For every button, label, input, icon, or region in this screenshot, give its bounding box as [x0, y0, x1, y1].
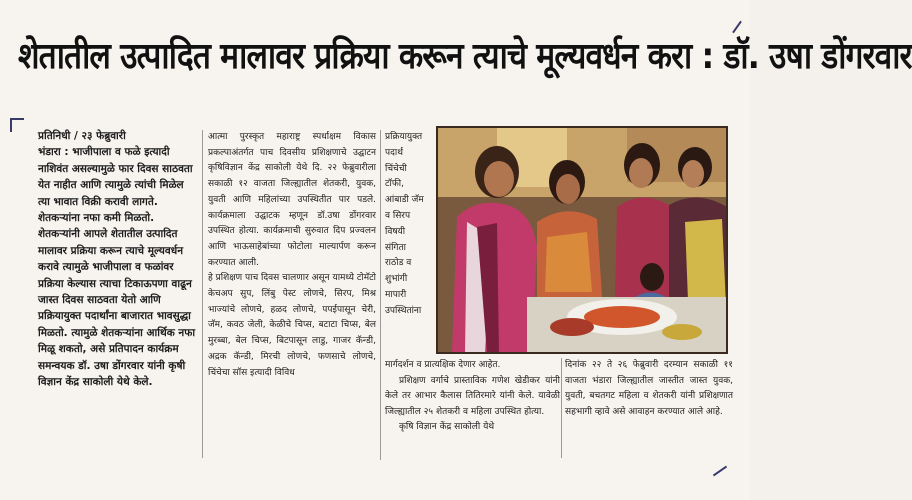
- column4-last: कृषि विज्ञान केंद्र साकोली येथे: [399, 422, 495, 433]
- column3-line: मापारी: [385, 289, 407, 300]
- corner-mark: [10, 118, 24, 120]
- byline: प्रतिनिधी / २३ फेब्रुवारी: [38, 130, 126, 142]
- article-photo: [437, 127, 727, 353]
- corner-mark: [10, 118, 12, 132]
- column4-intro: मार्गदर्शन व प्रात्यक्षिक देणार आहेत.: [385, 360, 501, 370]
- article-column-2: [208, 130, 376, 381]
- column3-line: टॉफी,: [385, 179, 404, 190]
- article-column-4: [385, 358, 560, 436]
- column-divider: [380, 130, 381, 460]
- column4-para: प्रशिक्षण वर्गाचे प्रास्ताविक गणेश खेडीकर यांनी केले तर आभार कैलास तितिरमारे यांनी केले. यावेळी जिल्ह्यातील २५ शेतकरी व महिला उपस्थित होत्या.: [385, 375, 560, 417]
- column3-line: चिंचेची: [385, 163, 407, 174]
- column-divider: [202, 130, 203, 458]
- column3-line: विषयी: [385, 226, 406, 237]
- headline: शेतातील उत्पादित मालावर प्रक्रिया करून त्याचे मूल्यवर्धन करा : डॉ. उषा डोंगरवार: [18, 36, 912, 77]
- corner-mark: [732, 21, 742, 34]
- column3-line: राठोड व: [385, 258, 412, 269]
- column-divider: [561, 358, 562, 458]
- column5-para: दिनांक २२ ते २६ फेब्रुवारी दरम्यान सकाळी ११ वाजता भंडारा जिल्ह्यातील जास्तीत जास्त युवक, युवती, बचतगट महिला व शेतकरी यांनी प्रशिक्षणात सहभागी व्हावे असे आवाहन करण्यात आले आहे.: [565, 360, 733, 417]
- column3-line: प्रक्रियायुक्त: [385, 132, 423, 142]
- column3-line: व सिरप: [385, 210, 411, 221]
- column2-para1: आत्मा पुरस्कृत महाराष्ट्र स्पर्धाक्षम विकास प्रकल्पाअंतर्गत पाच दिवसीय प्रशिक्षणाचे उद्घाटन कृषिविज्ञान केंद्र साकोली येथे दि. २२ फेब्रुवारीला सकाळी १२ वाजता जिल्ह्यातील शेतकरी, युवक, युवती आणि महिलांच्या उपस्थितीत पार पडले. कार्यक्रमाला उद्घाटक म्हणून डॉ.उषा डोंगरवार उपस्थित होत्या. कार्यक्रमाची सुरुवात दिप प्रज्वलन आणि भाऊसाहेबांच्या फोटोला माल्यार्पण करून करण्यात आली.: [208, 132, 376, 268]
- column3-line: संगिता: [385, 242, 406, 253]
- column3-line: शुभांगी: [385, 274, 408, 285]
- column1-body: भंडारा : भाजीपाला व फळे इत्यादी नाशिवंत असल्यामुळे फार दिवस साठवता येत नाहीत आणि त्यामुळे त्यांची मिळेल त्या भावात विक्री करावी लागते. शेतकऱ्यांना नफा कमी मिळतो. शेतकऱ्यांनी आपले शेतातील उत्पादित मालावर प्रक्रिया करून त्याचे मूल्यवर्धन करावे त्यामुळे भाजीपाला व फळांवर प्रक्रिया केल्यास त्याचा टिकाऊपणा वाढून जास्त दिवस साठवता येतो आणि प्रक्रियायुक्त पदार्थांना बाजारात भावसुद्धा मिळतो. त्यामुळे शेतकऱ्यांना आर्थिक नफा मिळू शकतो, असे प्रतिपादन कार्यक्रम समन्वयक डॉ. उषा डोंगरवार यांनी कृषी विज्ञान केंद्र साकोली येथे केले.: [38, 146, 196, 389]
- column3-line: आंबाडी जॅम: [385, 195, 424, 206]
- article-column-5: [565, 358, 733, 420]
- column3-line: उपस्थितांना: [385, 305, 422, 316]
- column3-line: पदार्थ: [385, 147, 403, 158]
- article-column-3: [385, 130, 443, 320]
- corner-mark: [713, 466, 727, 477]
- column2-para2: हे प्रशिक्षण पाच दिवस चालणार असून यामध्ये टोमॅटो केचअप सुप, लिंबु पेस्ट लोणचे, सिरप, मिश्र भाज्यांचे लोणचे, हळद लोणचे, पपईपासून चेरी, जॅम, कवठ जेली, केळीचे चिप्स, बटाटा चिप्स, बेल मुरब्बा, बेल चिप्स, बिटपासून लाडु, गाजर कॅन्डी, अद्रक कॅन्डी, मिरची लोणचे, फणसाचे लोणचे, चिंचेचा सॉस इत्यादी विविध: [208, 273, 376, 378]
- article-column-1: [38, 128, 198, 391]
